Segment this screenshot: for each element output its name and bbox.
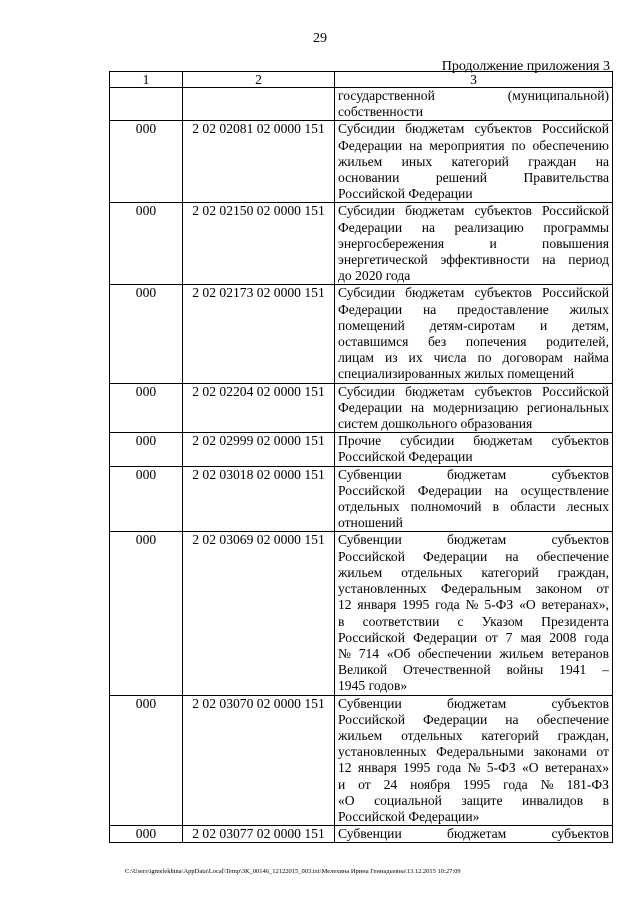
- word: №: [540, 776, 554, 792]
- word: систем дошкольного образования: [338, 416, 533, 432]
- word: и: [338, 776, 346, 792]
- description-line: [338, 285, 609, 301]
- description-line: [338, 809, 609, 825]
- word: оставшимся: [338, 334, 409, 350]
- description-cell: [335, 383, 613, 433]
- description-line: [338, 515, 609, 531]
- word: 2008: [549, 629, 577, 645]
- word: найма: [573, 350, 609, 366]
- word: детям-сиротам: [429, 317, 516, 333]
- table-row: [110, 121, 613, 203]
- word: от: [485, 629, 498, 645]
- description-line: [338, 549, 609, 565]
- word: региональных: [526, 399, 609, 415]
- word: помещений: [338, 317, 405, 333]
- word: на: [505, 548, 519, 564]
- word: на: [494, 482, 508, 498]
- word: Российской: [542, 121, 609, 137]
- budget-code-cell: 2 02 02204 02 0000 151: [183, 383, 335, 433]
- word: Федерации: [423, 548, 488, 564]
- word: жильем: [499, 645, 544, 661]
- word: законами: [533, 744, 587, 760]
- description-line: [338, 268, 609, 284]
- word: января: [357, 597, 397, 613]
- admin-code-cell: 000: [110, 826, 183, 843]
- word: инвалидов: [521, 792, 584, 808]
- word: бюджетам: [446, 532, 507, 548]
- admin-code-cell: [110, 88, 183, 121]
- word: «Об: [386, 645, 411, 661]
- description-line: [338, 532, 609, 548]
- word: установленных: [338, 581, 427, 597]
- word: Федерации: [338, 137, 403, 153]
- word: предоставление: [457, 301, 549, 317]
- word: на: [409, 137, 423, 153]
- word: мероприятия: [429, 137, 505, 153]
- word: Субсидии: [338, 203, 396, 219]
- description-line: [338, 581, 609, 597]
- budget-code-cell: 2 02 03070 02 0000 151: [183, 695, 335, 826]
- word: субъектов: [551, 532, 609, 548]
- description-line: [338, 88, 609, 104]
- admin-code-cell: 000: [110, 285, 183, 383]
- word: отношений: [338, 515, 403, 531]
- description-line: [338, 499, 609, 515]
- word: лицам: [338, 350, 374, 366]
- word: собственности: [338, 104, 424, 120]
- word: в: [492, 499, 500, 515]
- description-line: [338, 203, 609, 219]
- word: 714: [358, 645, 380, 661]
- word: субъектов: [474, 383, 532, 399]
- word: решений: [435, 170, 487, 186]
- word: по: [511, 137, 526, 153]
- word: 1995: [402, 597, 430, 613]
- description-cell: [335, 466, 613, 532]
- word: области: [510, 499, 556, 515]
- word: 12: [338, 760, 352, 776]
- word: на: [595, 153, 609, 169]
- word: обеспечение: [536, 711, 609, 727]
- budget-code-cell: 2 02 02081 02 0000 151: [183, 121, 335, 203]
- word: Субсидии: [338, 121, 396, 137]
- word: Российской: [542, 285, 609, 301]
- word: Субсидии: [338, 285, 396, 301]
- table-row: [110, 88, 613, 121]
- word: жильем: [338, 564, 383, 580]
- word: Субвенции: [338, 695, 402, 711]
- word: на: [410, 399, 425, 415]
- word: полномочий: [410, 499, 482, 515]
- description-line: [338, 302, 609, 318]
- word: детям,: [572, 317, 609, 333]
- word: Прочие: [338, 433, 382, 449]
- word: и: [489, 235, 497, 251]
- word: Федерации: [338, 219, 403, 235]
- description-line: [338, 826, 609, 842]
- word: модернизацию: [432, 399, 519, 415]
- word: бюджетам: [446, 466, 507, 482]
- word: года: [584, 629, 609, 645]
- word: 1995: [403, 760, 431, 776]
- admin-code-cell: 000: [110, 383, 183, 433]
- word: Российской Федерации: [338, 449, 473, 465]
- word: в: [338, 613, 345, 629]
- description-cell: [335, 203, 613, 285]
- word: 24: [383, 776, 398, 792]
- budget-code-cell: 2 02 03077 02 0000 151: [183, 826, 335, 843]
- word: граждан,: [557, 564, 609, 580]
- description-cell: [335, 532, 613, 695]
- word: социальной: [374, 792, 442, 808]
- admin-code-cell: 000: [110, 695, 183, 826]
- word: «О: [338, 792, 355, 808]
- word: жильем: [338, 727, 383, 743]
- admin-code-cell: 000: [110, 433, 183, 466]
- footer-file-path: C:\Users\igmelekhina\AppData\Local\Temp\ЗК_00146_12122015_003.txt\Мелехина Ирина Геннадьевна\13.12.2015 10:27:09: [125, 868, 461, 875]
- word: на: [505, 711, 519, 727]
- description-line: [338, 712, 609, 728]
- word: лесных: [566, 499, 609, 515]
- description-line: [338, 646, 609, 662]
- description-line: [338, 236, 609, 252]
- word: ветеранов: [551, 645, 609, 661]
- word: программы: [543, 219, 609, 235]
- description-cell: [335, 695, 613, 826]
- word: мая: [520, 629, 542, 645]
- word: Российской: [542, 203, 609, 219]
- description-cell: [335, 433, 613, 466]
- description-line: [338, 400, 609, 416]
- word: бюджетам: [446, 695, 507, 711]
- word: №: [465, 597, 479, 613]
- word: Правительства: [523, 170, 609, 186]
- word: жилых: [569, 301, 609, 317]
- word: на: [422, 301, 437, 317]
- word: Российской: [338, 482, 405, 498]
- word: бюджетам: [405, 121, 465, 137]
- budget-code-cell: 2 02 03018 02 0000 151: [183, 466, 335, 532]
- header-col-1: 1: [110, 72, 183, 88]
- description-line: [338, 728, 609, 744]
- word: основании: [338, 170, 400, 186]
- word: период: [568, 252, 609, 268]
- word: Федерации: [417, 482, 482, 498]
- word: №: [338, 645, 351, 661]
- description-line: [338, 744, 609, 760]
- admin-code-cell: 000: [110, 532, 183, 695]
- word: в: [602, 792, 609, 808]
- word: ноября: [410, 776, 451, 792]
- word: бюджетам: [405, 383, 465, 399]
- table-row: [110, 203, 613, 285]
- word: и: [539, 317, 548, 333]
- word: граждан: [528, 153, 577, 169]
- word: Федерации: [412, 629, 478, 645]
- word: Субвенции: [338, 532, 402, 548]
- table-row: [110, 532, 613, 695]
- description-cell: [335, 121, 613, 203]
- word: 1941: [559, 662, 587, 678]
- word: граждан,: [557, 727, 609, 743]
- word: по: [477, 350, 492, 366]
- word: субсидии: [400, 433, 455, 449]
- description-line: [338, 614, 609, 630]
- word: Российской: [338, 548, 405, 564]
- description-line: [338, 467, 609, 483]
- word: субъектов: [551, 466, 609, 482]
- budget-code-cell: [183, 88, 335, 121]
- description-line: [338, 138, 609, 154]
- word: Указом: [481, 613, 523, 629]
- description-cell: [335, 826, 613, 843]
- description-line: [338, 318, 609, 334]
- header-col-3: 3: [335, 72, 613, 88]
- description-line: [338, 777, 609, 793]
- word: категорий: [481, 727, 539, 743]
- description-line: [338, 630, 609, 646]
- word: Федерации: [423, 711, 488, 727]
- word: 5-ФЗ: [486, 760, 516, 776]
- word: 7: [505, 629, 513, 645]
- description-line: [338, 104, 609, 120]
- word: повышения: [542, 235, 609, 251]
- description-cell: [335, 285, 613, 383]
- word: от: [596, 581, 609, 597]
- word: субъектов: [474, 203, 532, 219]
- description-line: [338, 565, 609, 581]
- description-line: [338, 433, 609, 449]
- word: числа: [433, 350, 467, 366]
- word: отдельных: [401, 564, 463, 580]
- table-body: [110, 72, 613, 843]
- word: от: [358, 776, 371, 792]
- word: государственной: [338, 88, 435, 103]
- word: Субсидии: [338, 383, 396, 399]
- word: «О: [519, 597, 536, 613]
- word: ветеранах»,: [541, 597, 609, 613]
- admin-code-cell: 000: [110, 466, 183, 532]
- description-line: [338, 186, 609, 202]
- word: Субвенции: [338, 826, 402, 842]
- word: (муниципальной): [507, 88, 609, 103]
- description-line: [338, 154, 609, 170]
- budget-code-cell: 2 02 03069 02 0000 151: [183, 532, 335, 695]
- word: установленных: [338, 744, 427, 760]
- description-line: [338, 384, 609, 400]
- word: обеспечение: [536, 548, 609, 564]
- word: попечения: [465, 334, 527, 350]
- word: Федерации: [338, 399, 403, 415]
- word: Российской: [542, 383, 609, 399]
- word: договорам: [502, 350, 563, 366]
- description-line: [338, 350, 609, 366]
- word: года: [435, 597, 460, 613]
- word: категорий: [481, 564, 539, 580]
- admin-code-cell: 000: [110, 203, 183, 285]
- word: от: [596, 744, 609, 760]
- table-row: [110, 695, 613, 826]
- word: их: [408, 350, 423, 366]
- page-number: 29: [313, 31, 327, 46]
- budget-code-cell: 2 02 02999 02 0000 151: [183, 433, 335, 466]
- word: родителей,: [546, 334, 609, 350]
- word: Федерации: [338, 301, 403, 317]
- word: реализацию: [454, 219, 524, 235]
- table-row: [110, 826, 613, 843]
- word: 1945 годов»: [338, 678, 408, 694]
- description-line: [338, 366, 609, 382]
- word: бюджетам: [405, 285, 465, 301]
- word: законом: [535, 581, 583, 597]
- word: Российской: [338, 711, 405, 727]
- description-line: [338, 678, 609, 694]
- description-line: [338, 220, 609, 236]
- description-line: [338, 416, 609, 432]
- word: субъектов: [474, 121, 532, 137]
- word: бюджетам: [473, 433, 533, 449]
- description-line: [338, 483, 609, 499]
- description-cell: [335, 88, 613, 121]
- word: субъектов: [551, 826, 609, 842]
- word: обеспечении: [418, 645, 492, 661]
- word: энергетической: [338, 252, 428, 268]
- description-line: [338, 121, 609, 137]
- word: Российской Федерации»: [338, 808, 480, 824]
- admin-code-cell: 000: [110, 121, 183, 203]
- word: отдельных: [401, 727, 463, 743]
- word: Федеральным: [440, 581, 522, 597]
- word: Субвенции: [338, 466, 402, 482]
- description-line: [338, 334, 609, 350]
- word: до 2020 года: [338, 268, 411, 284]
- table-row: [110, 466, 613, 532]
- budget-code-cell: 2 02 02173 02 0000 151: [183, 285, 335, 383]
- word: эффективности: [440, 252, 530, 268]
- word: категорий: [451, 153, 509, 169]
- word: субъектов: [551, 695, 609, 711]
- word: ветеранах»: [544, 760, 609, 776]
- description-line: [338, 252, 609, 268]
- word: отдельных: [338, 499, 400, 515]
- word: энергосбережения: [338, 235, 445, 251]
- description-line: [338, 449, 609, 465]
- word: 1995: [463, 776, 491, 792]
- description-line: [338, 696, 609, 712]
- word: бюджетам: [405, 203, 465, 219]
- description-line: [338, 170, 609, 186]
- description-line: [338, 597, 609, 613]
- word: без: [427, 334, 447, 350]
- word: обеспечению: [532, 137, 609, 153]
- word: Российской Федерации: [338, 186, 473, 202]
- word: Президента: [541, 613, 609, 629]
- word: субъектов: [551, 433, 609, 449]
- word: на: [542, 252, 556, 268]
- word: войны: [506, 662, 544, 678]
- word: иных: [401, 153, 433, 169]
- word: соответствии: [362, 613, 440, 629]
- word: из: [384, 350, 398, 366]
- description-line: [338, 662, 609, 678]
- word: специализированных жилых помещений: [338, 366, 575, 382]
- word: –: [602, 662, 609, 678]
- header-col-2: 2: [183, 72, 335, 88]
- word: Великой: [338, 662, 388, 678]
- word: 181-ФЗ: [566, 776, 609, 792]
- word: с: [457, 613, 464, 629]
- word: Российской: [338, 629, 405, 645]
- word: года: [436, 760, 462, 776]
- word: года: [503, 776, 528, 792]
- word: жильем: [338, 153, 383, 169]
- budget-code-cell: 2 02 02150 02 0000 151: [183, 203, 335, 285]
- word: Федеральными: [436, 744, 524, 760]
- word: 12: [338, 597, 352, 613]
- table-row: [110, 285, 613, 383]
- word: «О: [521, 760, 539, 776]
- appendix-continuation-note: Продолжение приложения 3: [441, 59, 610, 74]
- word: бюджетам: [446, 826, 507, 842]
- description-line: [338, 760, 609, 776]
- table-row: [110, 433, 613, 466]
- word: января: [357, 760, 397, 776]
- word: субъектов: [474, 285, 532, 301]
- budget-classification-table: [109, 71, 613, 843]
- word: 5-ФЗ: [484, 597, 514, 613]
- table-header-row: [110, 72, 613, 88]
- table-row: [110, 383, 613, 433]
- word: защите: [461, 792, 503, 808]
- word: №: [467, 760, 481, 776]
- word: Отечественной: [403, 662, 491, 678]
- word: на: [421, 219, 436, 235]
- description-line: [338, 793, 609, 809]
- word: осуществление: [520, 482, 609, 498]
